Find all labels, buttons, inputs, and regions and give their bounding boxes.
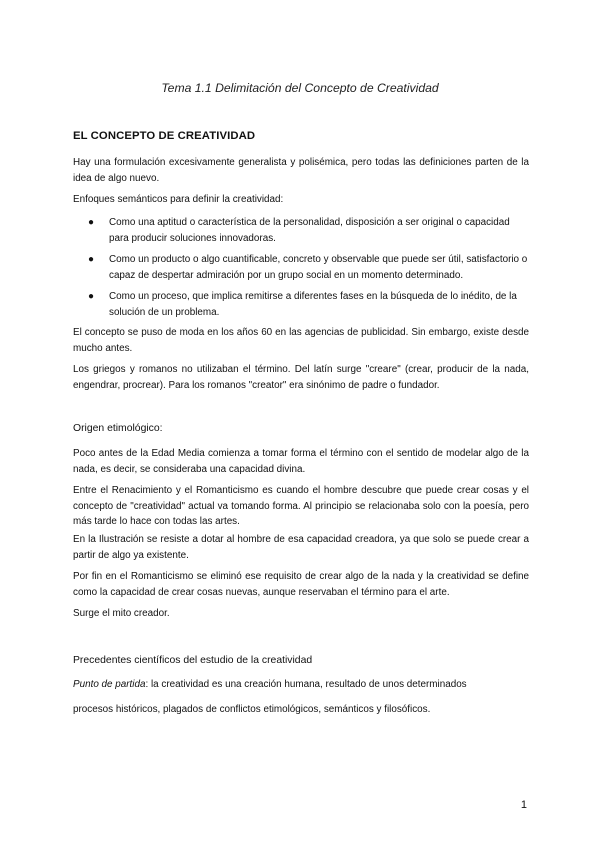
intro-paragraph: Hay una formulación excesivamente generalista y polisémica, pero todas las definiciones parten de la idea de algo nuevo. [73, 157, 529, 184]
list-item-text: Como una aptitud o característica de la personalidad, disposición a ser original o capacidad para producir soluciones innovadoras. [109, 217, 510, 244]
origen-paragraph-2: Entre el Renacimiento y el Romanticismo es cuando el hombre descubre que puede crear cosas y el concepto de "creatividad" actual va tomando forma. Al principio se relacionaba solo con la poesía, pero más tarde lo hace con todas las artes. [73, 485, 529, 527]
section-heading-concepto: EL CONCEPTO DE CREATIVIDAD [73, 130, 256, 142]
list-item [73, 215, 529, 246]
list-item-text: Como un producto o algo cuantificable, concreto y observable que puede ser útil, satisfactorio o capaz de despertar admiración por un grupo social en un momento determinado. [109, 254, 528, 281]
list-item [73, 252, 529, 283]
origen-paragraph-5: Surge el mito creador. [73, 608, 170, 619]
precedentes-line-1 [73, 677, 529, 693]
origen-paragraph-4: Por fin en el Romanticismo se eliminó ese requisito de crear algo de la nada y la creatividad se define como la capacidad de crear cosas nuevas, aunque reservaban el término para el arte. [73, 571, 529, 598]
punto-de-partida-label: Punto de partida [73, 679, 146, 690]
enfoques-list [73, 215, 529, 326]
griegos-paragraph: Los griegos y romanos no utilizaban el término. Del latín surge "creare" (crear, producir de la nada, engendrar, procrear). Para los romanos "creator" era sinónimo de padre o fundador. [73, 364, 529, 391]
moda-paragraph: El concepto se puso de moda en los años 60 en las agencias de publicidad. Sin embargo, existe desde mucho antes. [73, 327, 529, 354]
origen-heading: Origen etimológico: [73, 423, 163, 434]
origen-paragraph-3: En la Ilustración se resiste a dotar al hombre de esa capacidad creadora, ya que solo se puede crear a partir de algo ya existente. [73, 534, 529, 561]
bullet-icon: ● [88, 291, 95, 302]
bullet-icon: ● [88, 254, 95, 265]
precedentes-line-2: procesos históricos, plagados de conflictos etimológicos, semánticos y filosóficos. [73, 704, 431, 715]
origen-paragraph-1: Poco antes de la Edad Media comienza a tomar forma el término con el sentido de modelar algo de la nada, es decir, se consideraba una capacidad divina. [73, 448, 529, 475]
page-number: 1 [520, 799, 527, 811]
precedentes-heading: Precedentes científicos del estudio de la creatividad [73, 655, 313, 666]
enfoques-label: Enfoques semánticos para definir la creatividad: [73, 194, 284, 205]
precedentes-line-1-text: : la creatividad es una creación humana, resultado de unos determinados [145, 679, 467, 690]
list-item [73, 289, 529, 320]
list-item-text: Como un proceso, que implica remitirse a diferentes fases en la búsqueda de lo inédito, de la solución de un problema. [109, 291, 517, 318]
bullet-icon: ● [88, 217, 95, 228]
page-title: Tema 1.1 Delimitación del Concepto de Creatividad [161, 81, 439, 95]
